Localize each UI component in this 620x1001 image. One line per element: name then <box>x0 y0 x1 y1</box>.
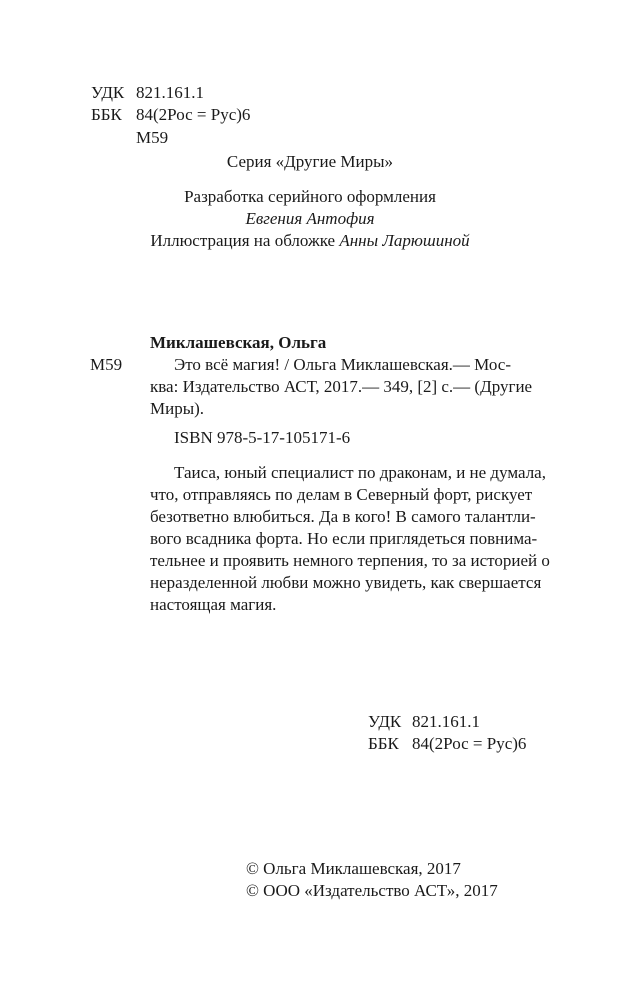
annotation-line-5: тельнее и проявить немного терпения, то за историей о <box>150 551 550 570</box>
catalog-author: Миклашевская, Ольга <box>150 333 327 352</box>
illustrator-name: Анны Ларюшиной <box>339 231 470 250</box>
bbk-value-bottom: 84(2Рос = Рус)6 <box>412 734 527 753</box>
catalog-line-1: Это всё магия! / Ольга Миклашевская.— Мос- <box>174 355 511 374</box>
annotation <box>150 462 560 616</box>
design-credit-line: Разработка серийного оформления <box>184 187 436 206</box>
copyright-author: © Ольга Миклашевская, 2017 <box>246 859 461 878</box>
catalog-line-2: ква: Издательство АСТ, 2017.— 349, [2] с.— (Другие <box>150 377 533 396</box>
illustration-credit <box>0 230 620 252</box>
udk-value-bottom: 821.161.1 <box>412 712 480 731</box>
series-title: Серия «Другие Миры» <box>226 152 394 171</box>
annotation-line-1: Таиса, юный специалист по драконам, и не думала, <box>174 463 546 482</box>
catalog-line-3: Миры). <box>150 399 205 418</box>
bbk-label-bottom: ББК <box>368 734 399 753</box>
illustration-prefix: Иллюстрация на обложке <box>150 231 340 250</box>
bbk-label: ББК <box>91 105 122 124</box>
annotation-line-3: безответно влюбиться. Да в кого! В самого талантли- <box>150 507 536 526</box>
annotation-line-6: неразделенной любви можно увидеть, как свершается <box>150 573 542 592</box>
annotation-line-4: вого всадника форта. Но если приглядеться повнима- <box>150 529 538 548</box>
isbn: ISBN 978-5-17-105171-6 <box>174 428 351 447</box>
udk-bottom-row <box>368 711 480 733</box>
bbk-top-row <box>91 104 250 126</box>
udk-label: УДК <box>91 83 125 102</box>
udk-top-row <box>91 82 204 104</box>
designer-name: Евгения Антофия <box>245 209 375 228</box>
udk-label-bottom: УДК <box>368 712 402 731</box>
author-sign-card: М59 <box>90 355 123 374</box>
copyright-block <box>246 858 498 902</box>
annotation-line-2: что, отправляясь по делам в Северный форт, рискует <box>150 485 533 504</box>
bbk-value: 84(2Рос = Рус)6 <box>136 105 251 124</box>
udk-value: 821.161.1 <box>136 83 204 102</box>
copyright-publisher: © ООО «Издательство АСТ», 2017 <box>246 881 498 900</box>
annotation-line-7: настоящая магия. <box>150 595 277 614</box>
catalog-description <box>150 354 532 420</box>
bbk-bottom-row <box>368 733 526 755</box>
author-sign-top: М59 <box>136 128 169 147</box>
